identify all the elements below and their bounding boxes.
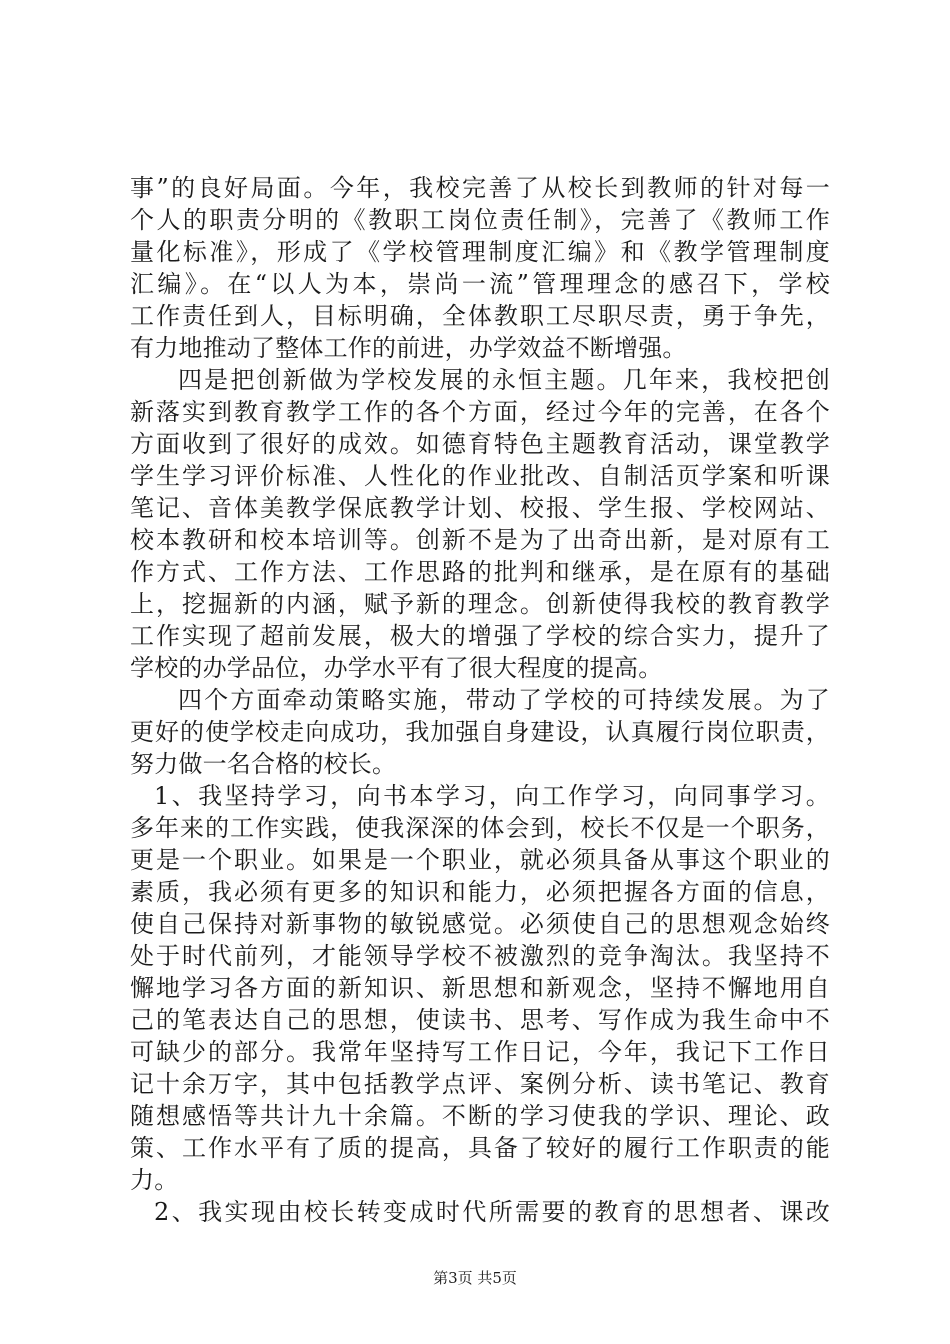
text-line: 力。: [130, 1166, 179, 1194]
paragraph-start-line: 四是把创新做为学校发展的永恒主题。几年来，我校把创: [178, 366, 830, 394]
paragraph-start-line: 1、我坚持学习，向书本学习，向工作学习，向同事学习。: [154, 782, 830, 810]
text-line: 工作责任到人，目标明确，全体教职工尽职尽责，勇于争先，: [130, 302, 830, 330]
text-line: 使自己保持对新事物的敏锐感觉。必须使自己的思想观念始终: [130, 910, 830, 938]
text-line: 新落实到教育教学工作的各个方面，经过今年的完善，在各个: [130, 398, 830, 426]
text-line: 工作实现了超前发展，极大的增强了学校的综合实力，提升了: [130, 622, 830, 650]
text-line: 学校的办学品位，办学水平有了很大程度的提高。: [130, 654, 663, 682]
text-line: 上，挖掘新的内涵，赋予新的理念。创新使得我校的教育教学: [130, 590, 830, 618]
text-line: 多年来的工作实践，使我深深的体会到，校长不仅是一个职务，: [130, 814, 830, 842]
text-line: 量化标准》，形成了《学校管理制度汇编》和《教学管理制度: [130, 238, 830, 266]
text-line: 笔记、音体美教学保底教学计划、校报、学生报、学校网站、: [130, 494, 830, 522]
document-body: [130, 172, 830, 1228]
page-number-footer: 第3页 共5页: [433, 1269, 517, 1287]
text-line: 事”的良好局面。今年，我校完善了从校长到教师的针对每一: [130, 174, 830, 202]
text-line: 校本教研和校本培训等。创新不是为了出奇出新，是对原有工: [130, 526, 830, 554]
text-line: 素质，我必须有更多的知识和能力，必须把握各方面的信息，: [130, 878, 830, 906]
text-line: 学生学习评价标准、人性化的作业批改、自制活页学案和听课: [130, 462, 830, 490]
text-line: 可缺少的部分。我常年坚持写工作日记，今年，我记下工作日: [130, 1038, 830, 1066]
text-line: 策、工作水平有了质的提高，具备了较好的履行工作职责的能: [130, 1134, 830, 1162]
text-line: 汇编》。在“以人为本，崇尚一流”管理理念的感召下，学校: [130, 270, 830, 298]
text-line: 更是一个职业。如果是一个职业，就必须具备从事这个职业的: [130, 846, 830, 874]
paragraph-start-line: 2、我实现由校长转变成时代所需要的教育的思想者、课改: [154, 1198, 830, 1226]
text-line: 有力地推动了整体工作的前进，办学效益不断增强。: [130, 334, 687, 362]
text-line: 方面收到了很好的成效。如德育特色主题教育活动，课堂教学: [130, 430, 830, 458]
text-line: 己的笔表达自己的思想，使读书、思考、写作成为我生命中不: [130, 1006, 830, 1034]
text-line: 个人的职责分明的《教职工岗位责任制》，完善了《教师工作: [130, 206, 830, 234]
text-line: 随想感悟等共计九十余篇。不断的学习使我的学识、理论、政: [130, 1102, 830, 1130]
text-line: 更好的使学校走向成功，我加强自身建设，认真履行岗位职责，: [130, 718, 830, 746]
text-line: 懈地学习各方面的新知识、新思想和新观念，坚持不懈地用自: [130, 974, 830, 1002]
text-line: 努力做一名合格的校长。: [130, 750, 397, 778]
paragraph-start-line: 四个方面牵动策略实施，带动了学校的可持续发展。为了: [178, 686, 830, 714]
text-line: 作方式、工作方法、工作思路的批判和继承，是在原有的基础: [130, 558, 830, 586]
text-line: 处于时代前列，才能领导学校不被激烈的竞争淘汰。我坚持不: [130, 942, 830, 970]
text-line: 记十余万字，其中包括教学点评、案例分析、读书笔记、教育: [130, 1070, 830, 1098]
